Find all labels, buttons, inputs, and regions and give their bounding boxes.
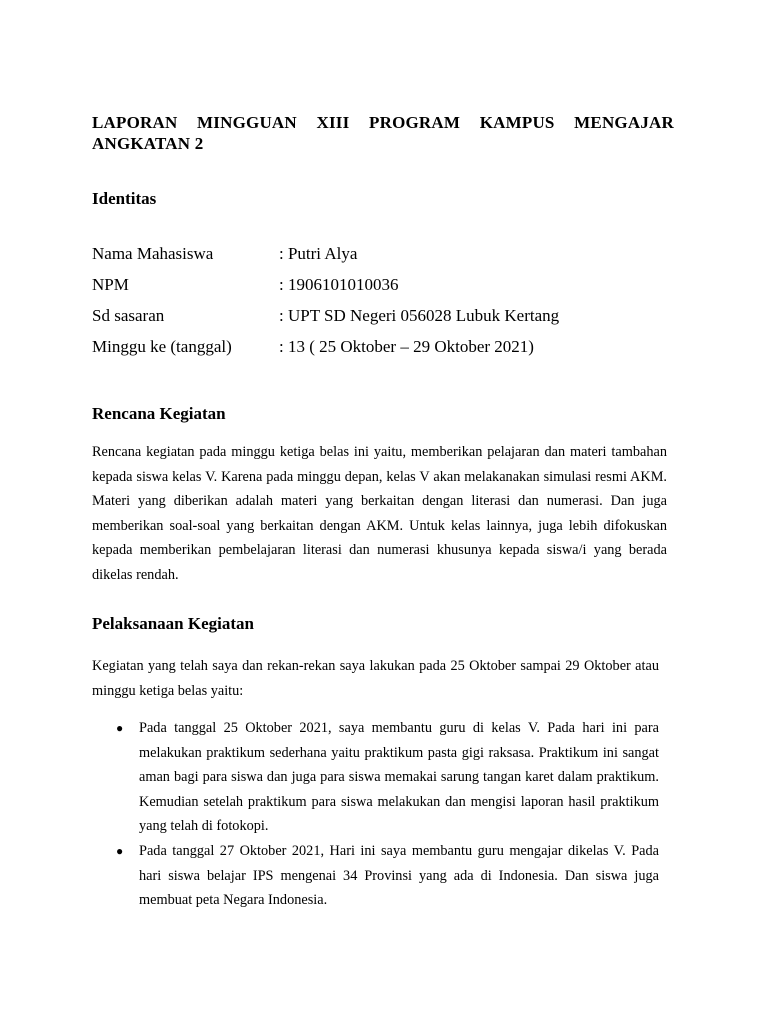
identitas-label: NPM [92, 275, 129, 294]
identitas-table [92, 243, 692, 367]
identitas-label: Sd sasaran [92, 306, 165, 325]
pelaksanaan-heading: Pelaksanaan Kegiatan [92, 614, 254, 633]
identitas-row-npm [92, 274, 692, 305]
identitas-value: : UPT SD Negeri 056028 Lubuk Kertang [279, 306, 560, 325]
identitas-label: Minggu ke (tanggal) [92, 337, 232, 356]
pelaksanaan-bullet-list [92, 716, 672, 913]
bullet-icon: ● [116, 721, 124, 735]
identitas-row-nama [92, 243, 692, 274]
report-title: LAPORAN MINGGUAN XIII PROGRAM KAMPUS MENGAJAR ANGKATAN 2 [92, 113, 674, 153]
identitas-row-minggu [92, 336, 692, 367]
bullet-text: Pada tanggal 27 Oktober 2021, Hari ini saya membantu guru mengajar dikelas V. Pada hari siswa belajar IPS mengenai 34 Provinsi yang ada di Indonesia. Dan siswa juga membuat peta Negara Indonesia. [139, 842, 659, 909]
identitas-value: : Putri Alya [279, 244, 358, 263]
list-item [92, 716, 659, 839]
pelaksanaan-intro: Kegiatan yang telah saya dan rekan-rekan saya lakukan pada 25 Oktober sampai 29 Oktober atau minggu ketiga belas yaitu: [92, 658, 659, 699]
identitas-row-sd-sasaran [92, 305, 692, 336]
identitas-heading: Identitas [92, 189, 157, 208]
identitas-value: : 1906101010036 [279, 275, 399, 294]
bullet-text: Pada tanggal 25 Oktober 2021, saya membantu guru di kelas V. Pada hari ini para melakukan praktikum sederhana yaitu praktikum pasta gigi raksasa. Praktikum ini sangat aman bagi para siswa dan juga para siswa memakai sarung tangan karet dalam praktikum. Kemudian setelah praktikum para siswa melakukan dan mengisi laporan hasil praktikum yang telah di fotokopi. [139, 720, 659, 835]
identitas-label: Nama Mahasiswa [92, 244, 214, 263]
list-item [92, 839, 659, 913]
bullet-icon: ● [116, 843, 124, 858]
rencana-paragraph: Rencana kegiatan pada minggu ketiga belas ini yaitu, memberikan pelajaran dan materi tambahan kepada siswa kelas V. Karena pada minggu depan, kelas V akan melakanakan simulasi resmi AKM. Materi yang diberikan adalah materi yang berkaitan dengan literasi dan numerasi. Dan juga memberikan soal-soal yang berkaitan dengan AKM. Untuk kelas lainnya, juga lebih difokuskan kepada memberikan pembelajaran literasi dan numerasi khusunya kepada siswa/i yang berada dikelas rendah. [92, 444, 667, 583]
identitas-value: : 13 ( 25 Oktober – 29 Oktober 2021) [279, 337, 534, 356]
rencana-heading: Rencana Kegiatan [92, 404, 226, 423]
